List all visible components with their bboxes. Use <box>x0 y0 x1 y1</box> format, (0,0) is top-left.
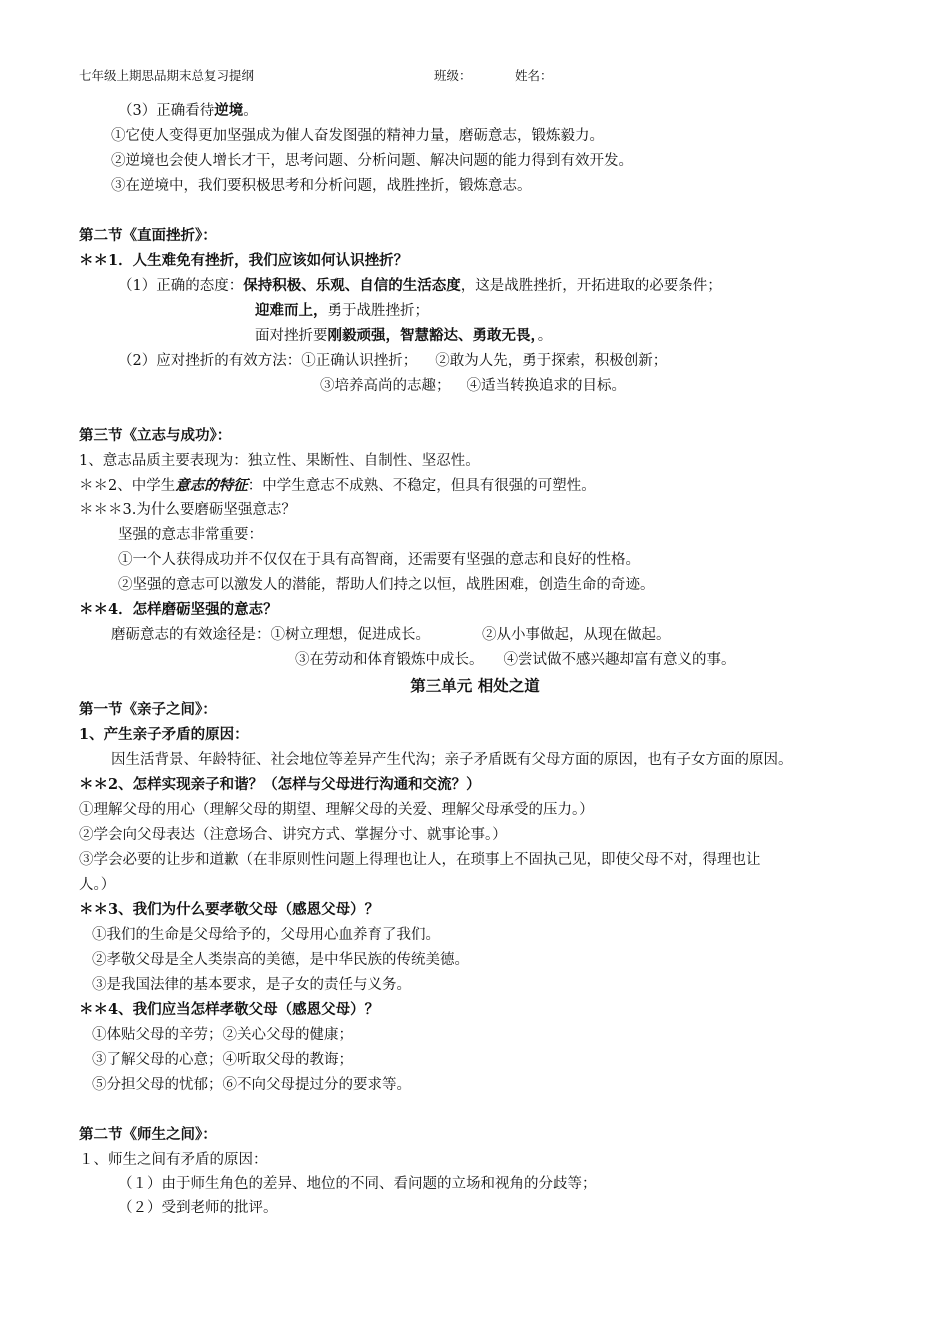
section-title: 第二节《师生之间》： <box>79 1126 217 1143</box>
section-title: 第二节《直面挫折》： <box>79 227 217 244</box>
list-item: ③在劳动和体育锻炼中成长。 ④尝试做不感兴趣却富有意义的事。 <box>295 652 736 668</box>
attitude-line: 面对挫折要刚毅顽强，智慧豁达、勇敢无畏，。 <box>255 327 553 344</box>
section-title: 第一节《亲子之间》： <box>79 701 217 718</box>
question-heading: ＊＊1．人生难免有挫折，我们应该如何认识挫折？ <box>79 252 409 269</box>
list-item: 人。） <box>79 877 116 893</box>
list-item: ③学会必要的让步和道歉（在非原则性问题上得理也让人，在琐事上不固执己见，即使父母不对，得理也让 <box>79 852 761 868</box>
adversity-point: ③在逆境中，我们要积极思考和分析问题，战胜挫折，锻炼意志。 <box>111 178 532 194</box>
question-line: １、师生之间有矛盾的原因： <box>79 1152 268 1168</box>
adversity-point: ②逆境也会使人增长才干，思考问题、分析问题、解决问题的能力得到有效开发。 <box>111 153 633 169</box>
body-text: 因生活背景、年龄特征、社会地位等差异产生代沟；亲子矛盾既有父母方面的原因，也有子女方面的原因。 <box>111 752 793 768</box>
name-label: 姓名： <box>515 68 553 83</box>
question-heading: ＊＊4．怎样磨砺坚强的意志？ <box>79 601 278 618</box>
method-line: ③培养高尚的志趣； ④适当转换追求的目标。 <box>320 378 626 394</box>
list-item: ①我们的生命是父母给予的，父母用心血养育了我们。 <box>92 927 440 943</box>
document-title: 七年级上期思品期末总复习提纲 <box>79 68 255 83</box>
attitude-line: （1）正确的态度：保持积极、乐观、自信的生活态度，这是战胜挫折，开拓进取的必要条件； <box>118 277 722 294</box>
list-item: （２）受到老师的批评。 <box>118 1200 278 1216</box>
list-item: ②学会向父母表达（注意场合、讲究方式、掌握分寸、就事论事。） <box>79 827 507 843</box>
list-item: ①体贴父母的辛劳；②关心父母的健康； <box>92 1027 353 1043</box>
list-item: ①一个人获得成功并不仅仅在于具有高智商，还需要有坚强的意志和良好的性格。 <box>118 552 640 568</box>
body-text: 坚强的意志非常重要： <box>118 527 263 543</box>
question-heading: ＊＊3、我们为什么要孝敬父母（感恩父母）？ <box>79 901 380 918</box>
question-heading: ＊＊4、我们应当怎样孝敬父母（感恩父母）？ <box>79 1001 380 1018</box>
list-item: ③是我国法律的基本要求，是子女的责任与义务。 <box>92 977 411 993</box>
list-item: ②孝敬父母是全人类崇高的美德，是中华民族的传统美德。 <box>92 952 469 968</box>
list-item: 磨砺意志的有效途径是：①树立理想，促进成长。 ②从小事做起，从现在做起。 <box>111 627 671 643</box>
question-line: ＊＊2、中学生意志的特征：中学生意志不成熟、不稳定，但具有很强的可塑性。 <box>79 477 596 494</box>
list-item: （１）由于师生角色的差异、地位的不同、看问题的立场和视角的分歧等； <box>118 1176 597 1192</box>
section-title: 第三节《立志与成功》： <box>79 427 232 444</box>
question-heading: ＊＊＊3.为什么要磨砺坚强意志？ <box>79 502 296 518</box>
list-item: ③了解父母的心意；④听取父母的教诲； <box>92 1052 353 1068</box>
method-line: （2）应对挫折的有效方法：①正确认识挫折； ②敢为人先，勇于探索，积极创新； <box>118 353 668 369</box>
unit-title: 第三单元 相处之道 <box>410 676 540 695</box>
adversity-point: ①它使人变得更加坚强成为催人奋发图强的精神力量，磨砺意志，锻炼毅力。 <box>111 128 604 144</box>
list-item: ①理解父母的用心（理解父母的期望、理解父母的关爱、理解父母承受的压力。） <box>79 802 594 818</box>
list-item: ⑤分担父母的忧郁；⑥不向父母提过分的要求等。 <box>92 1077 411 1093</box>
question-heading: ＊＊2、怎样实现亲子和谐？（怎样与父母进行沟通和交流？） <box>79 776 481 793</box>
question-heading: 1、产生亲子矛盾的原因： <box>79 726 249 743</box>
class-label: 班级： <box>434 68 472 83</box>
attitude-line: 迎难而上，勇于战胜挫折； <box>255 302 429 319</box>
list-item: ②坚强的意志可以激发人的潜能，帮助人们持之以恒，战胜困难，创造生命的奇迹。 <box>118 577 655 593</box>
question-line: 1、意志品质主要表现为：独立性、果断性、自制性、坚忍性。 <box>79 453 480 469</box>
adversity-heading: （3）正确看待逆境。 <box>118 102 258 119</box>
